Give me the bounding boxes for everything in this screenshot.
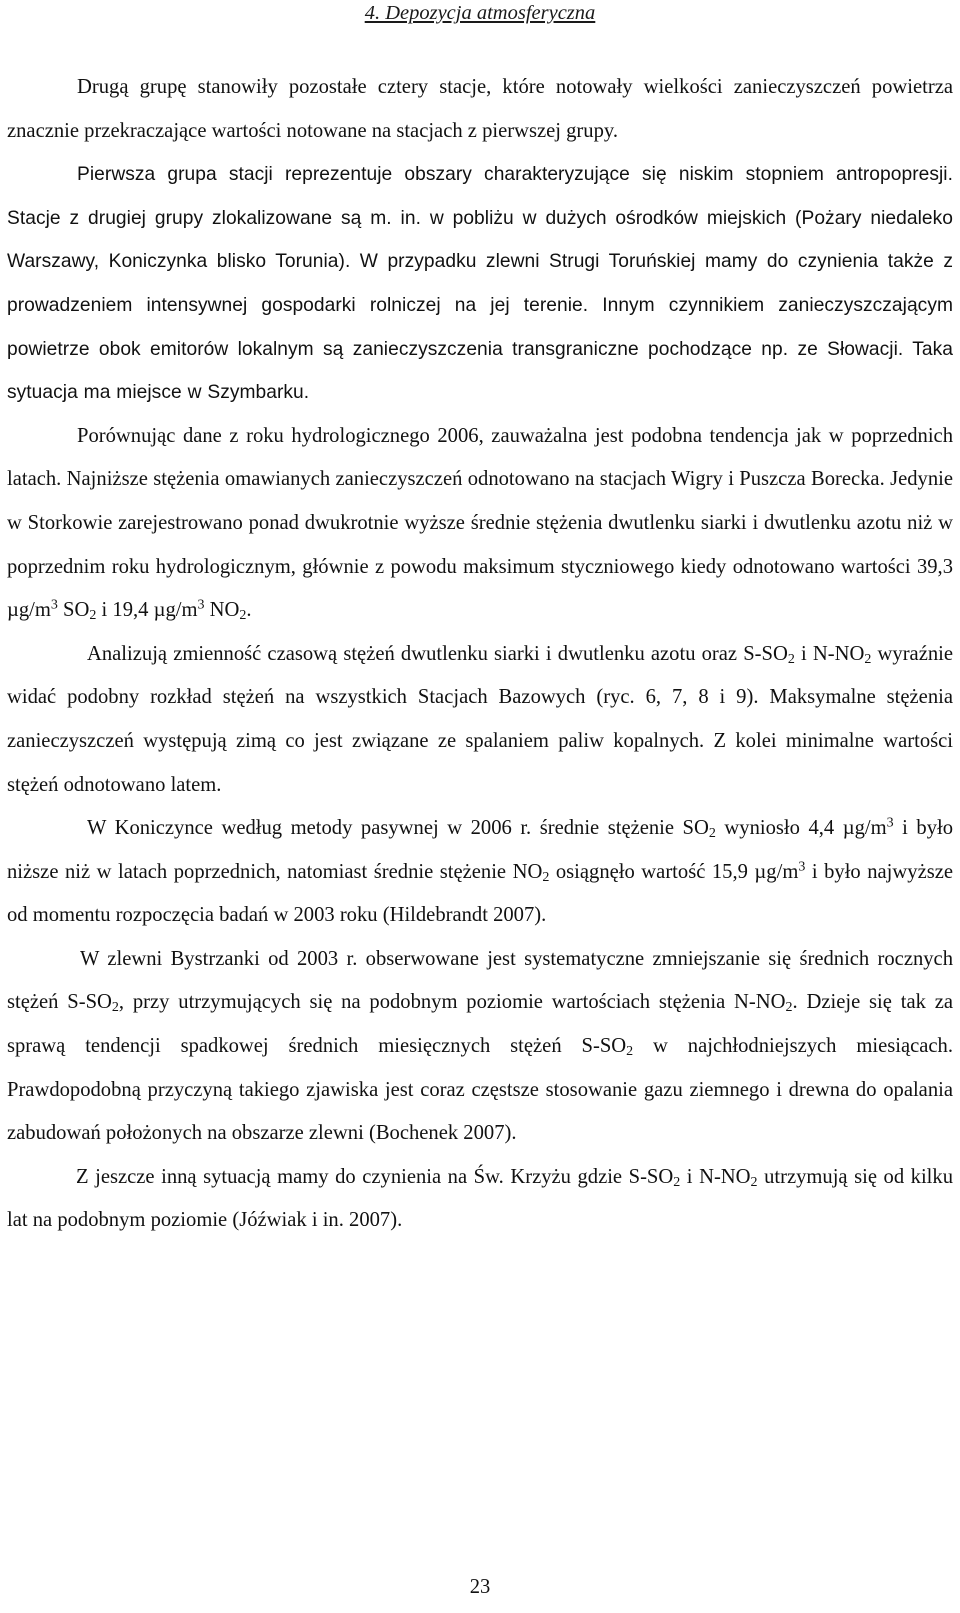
chapter-header: 4. Depozycja atmosferyczna [364,2,596,24]
paragraph-hydrological-year-2006: Porównując dane z roku hydrologicznego 2006, zauważalna jest podobna tendencja jak w poprzednich latach. Najniższe stężenia omawianych zanieczyszczeń odnotowano na stacjach Wigry i Puszcza Borecka. Jedynie w Storkowie zarejestrowano ponad dwukrotnie wyższe średnie stężenia dwutlenku siarki i dwutlenku azotu niż w poprzednim roku hydrologicznym, głównie z powodu maksimum styczniowego kiedy odnotowano wartości 39,3 $\mu g/m^3$ $SO_2$ i 19,4 $\mu g/m^3$ $NO_2$. [7,424,953,623]
paragraph-swiety-krzyz: Z jeszcze inną sytuacją mamy do czynienia na Św. Krzyżu gdzie $S-SO_2$ i $N-NO_2$ utrzymują się od kilku lat na podobnym poziomie (Jóźwiak i in. 2007). [7,1165,953,1232]
paragraph-antropopresja: Pierwsza grupa stacji reprezentuje obszary charakteryzujące się niskim stopniem antropopresji. Stacje z drugiej grupy zlokalizowane są m. in. w pobliżu w dużych ośrodków miejskich (Pożary niedaleko Warszawy, Koniczynka blisko Torunia). W przypadku zlewni Strugi Toruńskiej mamy do czynienia także z prowadzeniem intensywnej gospodarki rolniczej na jej terenie. Innym czynnikiem zanieczyszczającym powietrze obok emitorów lokalnym są zanieczyszczenia transgraniczne pochodzące np. ze Słowacji. Taka sytuacja ma miejsce w Szymbarku. [7,164,953,404]
document-body [7,66,953,1243]
paragraph-station-groups: Drugą grupę stanowiły pozostałe cztery stacje, które notowały wielkości zanieczyszczeń powietrza znacznie przekraczające wartości notowane na stacjach z pierwszej grupy. [7,76,953,142]
paragraph-temporal-variability: Analizują zmienność czasową stężeń dwutlenku siarki i dwutlenku azotu oraz $S-SO_2$ i $N-NO_2$ wyraźnie widać podobny rozkład stężeń na wszystkich Stacjach Bazowych (ryc. 6, 7, 8 i 9). Maksymalne stężenia zanieczyszczeń występują zimą co jest związane ze spalaniem paliw kopalnych. Z kolei minimalne wartości stężeń odnotowano latem. [7,642,953,796]
paragraph-bystrzanka: W zlewni Bystrzanki od 2003 r. obserwowane jest systematyczne zmniejszanie się średnich rocznych stężeń $S-SO_2$, przy utrzymujących się na podobnym poziomie wartościach stężenia $N-NO_2$. Dzieje się tak za sprawą tendencji spadkowej średnich miesięcznych stężeń $S-SO_2$ w najchłodniejszych miesiącach. Prawdopodobną przyczyną takiego zjawiska jest coraz częstsze stosowanie gazu ziemnego i drewna do opalania zabudowań położonych na obszarze zlewni (Bochenek 2007). [7,947,953,1145]
document-page [7,0,953,1613]
page-number: 23 [469,1576,491,1598]
paragraph-koniczynka: W Koniczynce według metody pasywnej w 2006 r. średnie stężenie $SO_2$ wyniosło 4,4 $\mu g/m^3$ i było niższe niż w latach poprzednich, natomiast średnie stężenie $NO_2$ osiągnęło wartość 15,9 $\mu g/m^3$ i było najwyższe od momentu rozpoczęcia badań w 2003 roku (Hildebrandt 2007). [7,815,954,927]
